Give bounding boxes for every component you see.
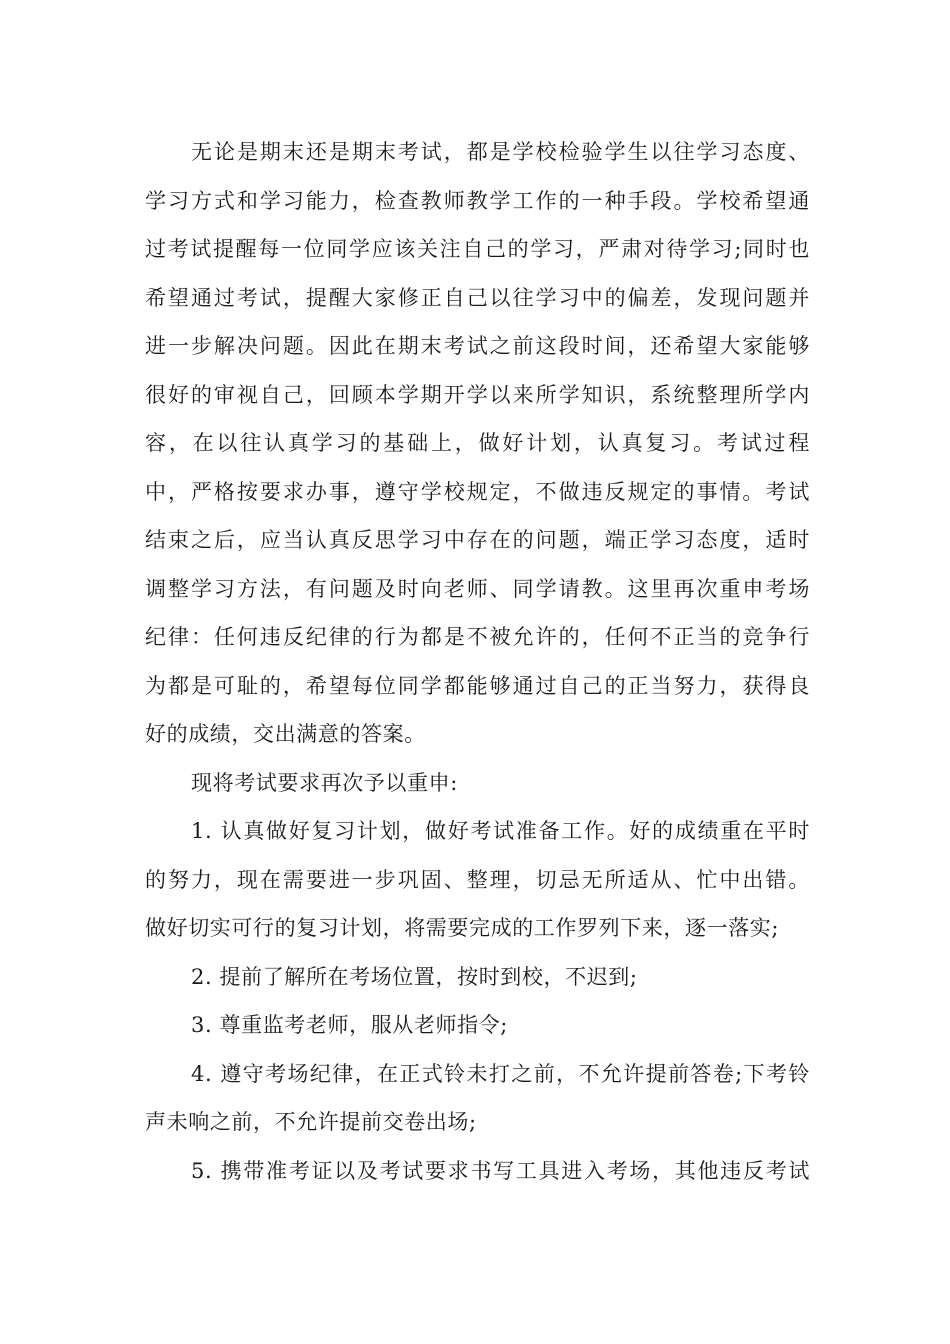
intro-line: 希望通过考试，提醒大家修正自己以往学习中的偏差，发现问题并 bbox=[145, 285, 810, 310]
item-line: 4. 遵守考场纪律，在正式铃未打之前，不允许提前答卷;下考铃 bbox=[191, 1061, 810, 1086]
intro-line: 好的成绩，交出满意的答案。 bbox=[145, 722, 426, 746]
intro-line: 进一步解决问题。因此在期末考试之前这段时间，还希望大家能够 bbox=[145, 334, 810, 358]
intro-line: 中，严格按要求办事，遵守学校规定，不做违反规定的事情。考试 bbox=[145, 479, 810, 504]
intro-line: 为都是可耻的，希望每位同学都能够通过自己的正当努力，获得良 bbox=[145, 673, 810, 698]
requirement-item-5 bbox=[145, 1147, 810, 1196]
intro-line: 无论是期末还是期末考试，都是学校检验学生以往学习态度、 bbox=[191, 140, 810, 164]
intro-line: 学习方式和学习能力，检查教师教学工作的一种手段。学校希望通 bbox=[145, 188, 810, 213]
intro-line: 调整学习方法，有问题及时向老师、同学请教。这里再次重申考场 bbox=[145, 576, 810, 601]
item-line: 1. 认真做好复习计划，做好考试准备工作。好的成绩重在平时 bbox=[191, 819, 810, 843]
item-line: 2. 提前了解所在考场位置，按时到校，不迟到; bbox=[191, 964, 638, 989]
intro-line: 很好的审视自己，回顾本学期开学以来所学知识，系统整理所学内 bbox=[145, 382, 810, 407]
item-line: 5. 携带准考证以及考试要求书写工具进入考场，其他违反考试 bbox=[191, 1158, 810, 1183]
item-line: 声未响之前，不允许提前交卷出场; bbox=[145, 1110, 477, 1134]
requirement-item-2 bbox=[145, 953, 810, 1002]
requirement-item-1 bbox=[145, 807, 810, 953]
requirement-item-3 bbox=[145, 1001, 810, 1050]
item-line: 3. 尊重监考老师，服从老师指令; bbox=[191, 1013, 508, 1037]
item-line: 的努力，现在需要进一步巩固、整理，切忌无所适从、忙中出错。 bbox=[145, 867, 810, 892]
lead-line: 现将考试要求再次予以重申: bbox=[191, 770, 458, 795]
intro-line: 纪律：任何违反纪律的行为都是不被允许的，任何不正当的竞争行 bbox=[145, 625, 810, 649]
intro-line: 容，在以往认真学习的基础上，做好计划，认真复习。考试过程 bbox=[145, 431, 810, 455]
item-line: 做好切实可行的复习计划，将需要完成的工作罗列下来，逐一落实; bbox=[145, 916, 780, 940]
intro-line: 过考试提醒每一位同学应该关注自己的学习，严肃对待学习;同时也 bbox=[145, 237, 810, 261]
intro-line: 结束之后，应当认真反思学习中存在的问题，端正学习态度，适时 bbox=[145, 528, 810, 552]
lead-paragraph bbox=[145, 759, 810, 808]
document-body bbox=[145, 128, 810, 1195]
intro-paragraph bbox=[145, 128, 810, 759]
requirement-item-4 bbox=[145, 1050, 810, 1147]
